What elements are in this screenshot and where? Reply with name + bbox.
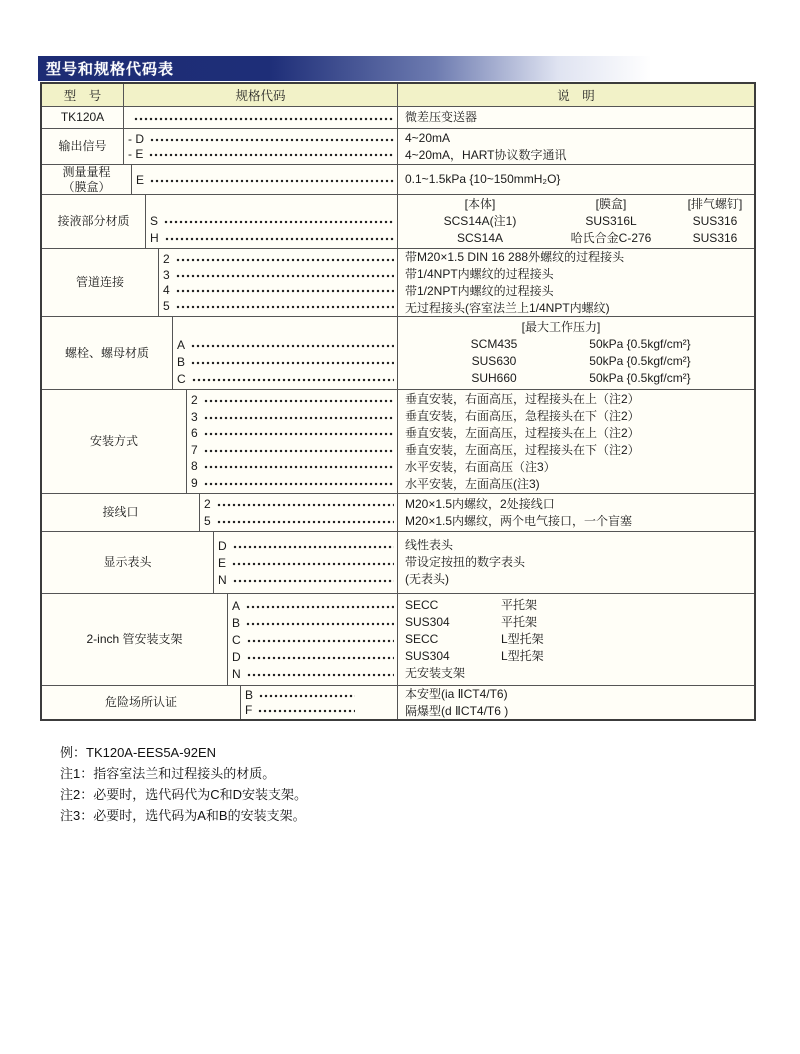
dot-leader (204, 465, 394, 469)
group-label: 输出信号 (42, 129, 124, 164)
dot-leader (191, 344, 394, 348)
desc-cell: M20×1.5内螺纹，2处接线口 M20×1.5内螺纹，两个电气接口，一个盲塞 (405, 496, 633, 528)
dot-leader (258, 709, 355, 713)
dot-leader (191, 361, 394, 365)
table-row-pipe-connection (42, 248, 754, 316)
code-cell: A B C (173, 317, 398, 389)
dot-leader (204, 432, 394, 436)
code-cell: E (132, 165, 398, 194)
code-cell: 2 3 4 5 (159, 249, 398, 316)
dot-leader (150, 138, 394, 142)
table-row-mounting-bracket (42, 593, 754, 685)
dot-leader (246, 622, 394, 626)
desc-cell: SECC 平托架 SUS304 平托架 SECC L型托架 SUS304 L型托架 无安装支架 (405, 598, 544, 680)
table-row-model (42, 106, 754, 128)
desc-cell: 垂直安装，右面高压，过程接头在上（注2） 垂直安装，右面高压，急程接头在下（注2） 垂直安装，左面高压，过程接头在上（注2） 垂直安装，左面高压，过程接头在下（注2） 水平安装，右面高压（注3） 水平安装，左面高压(注3) (405, 391, 640, 491)
code-cell: - D - E (124, 129, 398, 164)
table-row-mounting-method (42, 389, 754, 493)
dot-leader (259, 694, 355, 698)
dot-leader (165, 237, 394, 241)
desc-cell: 0.1~1.5kPa {10~150mmH₂O} (405, 172, 561, 186)
dot-leader (164, 220, 394, 224)
code-cell: 2 5 (200, 494, 398, 531)
desc-cell: 线性表头 带设定按扭的数字表头 (无表头) (405, 538, 526, 586)
table-row-bolt-nut-material (42, 316, 754, 389)
table-header-row (42, 84, 754, 106)
dot-leader (204, 482, 394, 486)
note-1: 注1：指容室法兰和过程接头的材质。 (60, 766, 276, 781)
note-2: 注2：必要时，选代码代为C和D安装支架。 (60, 787, 308, 802)
dot-leader (247, 673, 394, 677)
dot-leader (217, 520, 394, 524)
group-label: 危险场所认证 (42, 686, 241, 719)
desc-cell: 4~20mA 4~20mA，HART协议数字通讯 (405, 130, 567, 162)
dot-leader (192, 378, 394, 382)
dot-leader (204, 449, 394, 453)
example-line: 例：TK120A-EES5A-92EN (60, 745, 217, 760)
dot-leader (150, 179, 394, 183)
code-cell: 2 3 6 7 8 9 (187, 390, 398, 493)
code-cell: A B C D N (228, 594, 398, 685)
header-description: 说 明 (557, 89, 595, 103)
code-cell: D E N (214, 532, 398, 593)
group-label: 螺栓、螺母材质 (42, 317, 173, 389)
desc-cell: [最大工作压力] SCM435 50kPa {0.5kgf/cm²} SUS630 50kPa {0.5kgf/cm²} SUH660 50kPa {0.5kgf/cm²} (470, 320, 691, 385)
page-title: 型号和规格代码表 (46, 61, 175, 78)
dot-leader (232, 562, 394, 566)
dot-leader (204, 399, 394, 403)
group-label: 接线口 (42, 494, 200, 531)
group-label: 2-inch 管安装支架 (42, 594, 228, 685)
dot-leader (233, 545, 394, 549)
dot-leader (176, 289, 394, 293)
group-label: 测量量程 （膜盒） (42, 165, 132, 194)
table-row-hazardous-certification (42, 685, 754, 719)
group-label: TK120A (42, 107, 124, 128)
code-cell (124, 107, 398, 128)
code-cell: B F (241, 686, 398, 719)
desc-cell: 带M20×1.5 DIN 16 288外螺纹的过程接头 带1/4NPT内螺纹的过程接头 带1/2NPT内螺纹的过程接头 无过程接头(容室法兰上1/4NPT内螺纹) (405, 249, 625, 315)
group-label: 显示表头 (42, 532, 214, 593)
table-row-conduit-connection (42, 493, 754, 531)
desc-cell: [本体] [膜盒] [排气螺钉] SCS14A(注1) SUS316L SUS316 SCS14A 哈氏合金C-276 SUS316 (443, 197, 743, 245)
dot-leader (134, 117, 394, 121)
desc-cell: 本安型(ia ⅡCT4/T6) 隔爆型(d ⅡCT4/T6 ) (405, 686, 509, 718)
group-label: 安装方式 (42, 390, 187, 493)
page-title-bar (38, 56, 760, 81)
spec-code-table (40, 82, 756, 721)
code-cell: S H (146, 195, 398, 248)
header-spec-code: 规格代码 (124, 84, 398, 106)
group-label: 管道连接 (42, 249, 159, 316)
dot-leader (176, 274, 394, 278)
dot-leader (217, 503, 394, 507)
dot-leader (233, 579, 394, 583)
dot-leader (176, 305, 394, 309)
table-row-indicator (42, 531, 754, 593)
note-3: 注3：必要时，选代码为A和B的安装支架。 (60, 808, 306, 823)
dot-leader (176, 258, 394, 262)
desc-cell: 微差压变送器 (405, 110, 478, 124)
header-model: 型 号 (42, 84, 124, 106)
dot-leader (149, 153, 394, 157)
dot-leader (247, 639, 394, 643)
table-row-measuring-range (42, 164, 754, 194)
table-row-output-signal (42, 128, 754, 164)
dot-leader (204, 416, 394, 420)
dot-leader (247, 656, 394, 660)
group-label: 接液部分材质 (42, 195, 146, 248)
dot-leader (246, 605, 394, 609)
footnotes (60, 742, 307, 826)
table-row-wetted-parts (42, 194, 754, 248)
